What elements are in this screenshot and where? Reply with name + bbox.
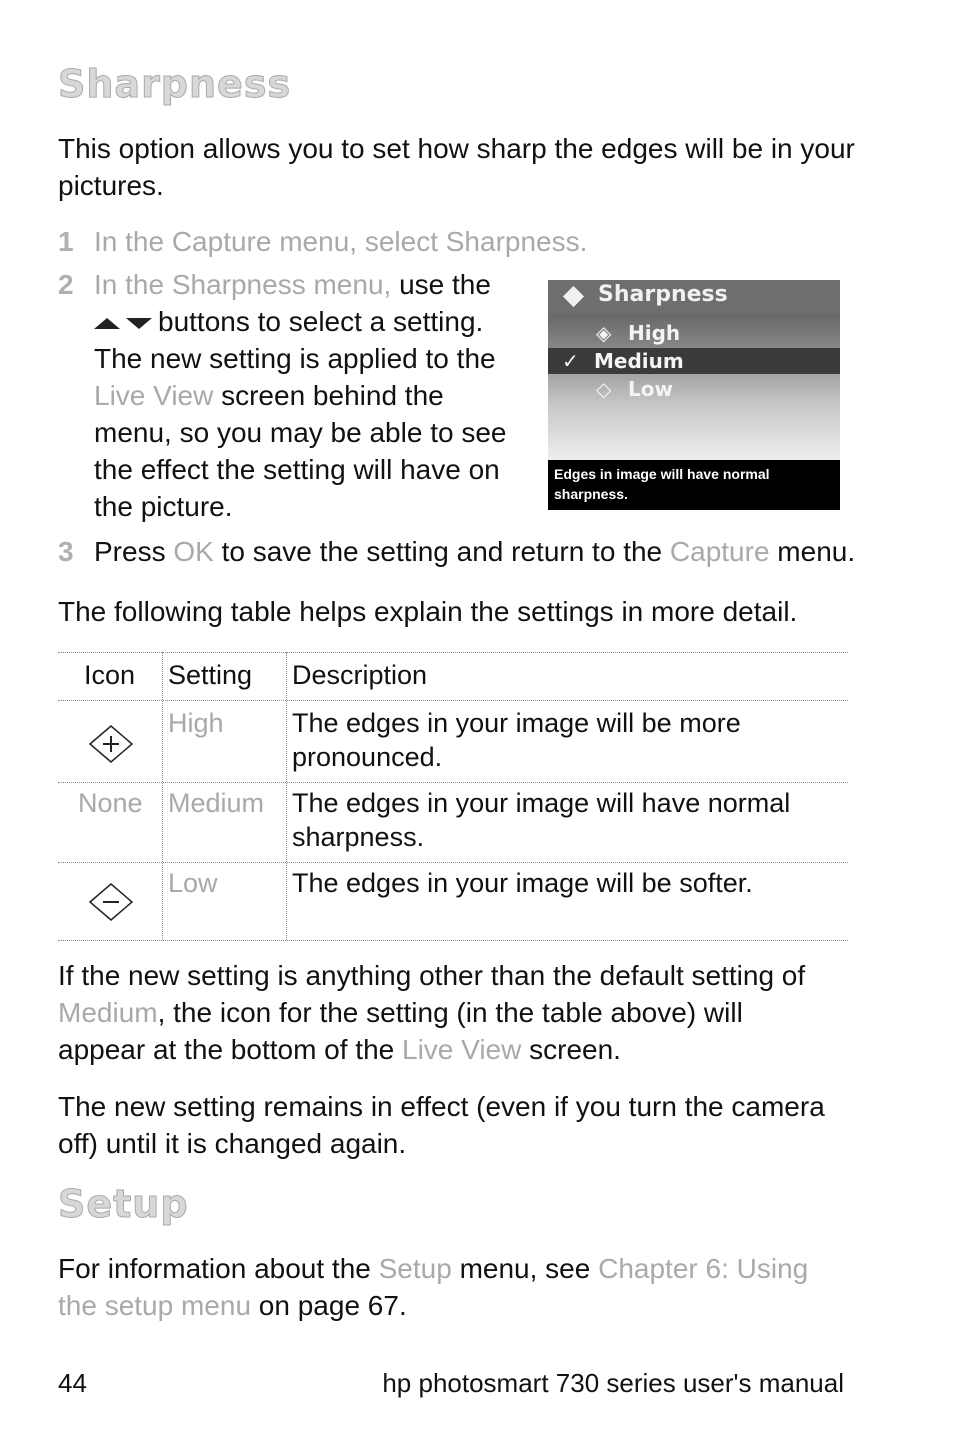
up-arrow-icon	[94, 318, 120, 329]
sharpness-menu-ref: In the Sharpness menu,	[94, 269, 392, 300]
header-setting: Setting	[168, 660, 253, 690]
step-2-line-5: menu, so you may be able to see	[94, 417, 507, 448]
live-view-ref: Live View	[94, 380, 214, 411]
sharpness-low-icon	[88, 882, 134, 922]
desc-low-line-1: The edges in your image will be softer.	[292, 868, 753, 898]
sharpness-high-icon	[88, 724, 134, 764]
setting-high: High	[168, 708, 224, 738]
para-setup-line-2: the setup menu on page 67.	[58, 1290, 407, 1321]
settings-table	[58, 652, 848, 942]
step-2-line-4: Live View screen behind the	[94, 380, 444, 411]
sharpness-low-icon: ◇	[596, 377, 612, 401]
step-1-text: In the Capture menu, select Sharpness.	[94, 226, 588, 257]
step-3-number: 3	[58, 536, 74, 567]
down-arrow-icon	[126, 318, 152, 329]
icon-none: None	[78, 788, 143, 818]
step-2-line-3: The new setting is applied to the	[94, 343, 496, 374]
desc-medium-line-1: The edges in your image will have normal	[292, 788, 791, 818]
setup-menu-link[interactable]: the setup menu	[58, 1290, 252, 1321]
menu-title-bar: Sharpness	[548, 280, 840, 314]
setting-low: Low	[168, 868, 218, 898]
step-2-line-2: buttons to select a setting.	[94, 303, 483, 340]
chapter-6-link[interactable]: Chapter 6: Using	[598, 1253, 809, 1284]
para-default-line-2: Medium, the icon for the setting (in the table above) will	[58, 997, 743, 1028]
section-heading-setup: Setup	[58, 1182, 189, 1226]
screen-help-text: Edges in image will have normal sharpness.	[548, 460, 840, 510]
step-2-line-6: the effect the setting will have on	[94, 454, 500, 485]
diamond-icon	[563, 286, 584, 307]
step-2-line-7: the picture.	[94, 491, 233, 522]
sharpness-high-icon: ◈	[596, 321, 612, 345]
menu-option-medium: ✓ Medium	[548, 348, 840, 374]
menu-option-high: ◈ High	[596, 321, 681, 345]
header-description: Description	[292, 660, 428, 690]
menu-option-low: ◇ Low	[596, 377, 673, 401]
ok-button-ref: OK	[173, 536, 214, 567]
intro-paragraph: This option allows you to set how sharp the edges will be in your pictures.	[58, 133, 855, 201]
para-default-line-1: If the new setting is anything other than the default setting of	[58, 960, 806, 991]
setting-medium: Medium	[168, 788, 265, 818]
desc-high-line-1: The edges in your image will be more	[292, 708, 741, 738]
desc-medium-line-2: sharpness.	[292, 822, 425, 852]
table-intro: The following table helps explain the settings in more detail.	[58, 596, 798, 627]
page-number: 44	[58, 1368, 87, 1398]
capture-menu-ref: Capture	[669, 536, 770, 567]
camera-screen-illustration	[548, 280, 840, 510]
step-1-number: 1	[58, 226, 74, 257]
para-remains: The new setting remains in effect (even if you turn the camera off) until it is changed again.	[58, 1091, 825, 1159]
section-heading-sharpness: Sharpness	[58, 62, 292, 106]
footer-manual-title: hp photosmart 730 series user's manual	[382, 1368, 844, 1398]
step-2-number: 2	[58, 269, 74, 300]
step-3-text: Press OK to save the setting and return to the Capture menu.	[94, 536, 856, 567]
para-default-line-3: appear at the bottom of the Live View screen.	[58, 1034, 621, 1065]
step-2-line-1: In the Sharpness menu, use the	[94, 269, 491, 300]
desc-high-line-2: pronounced.	[292, 742, 443, 772]
para-setup-line-1: For information about the Setup menu, see Chapter 6: Using	[58, 1253, 809, 1284]
checkmark-icon: ✓	[562, 349, 579, 373]
header-icon: Icon	[84, 660, 136, 690]
